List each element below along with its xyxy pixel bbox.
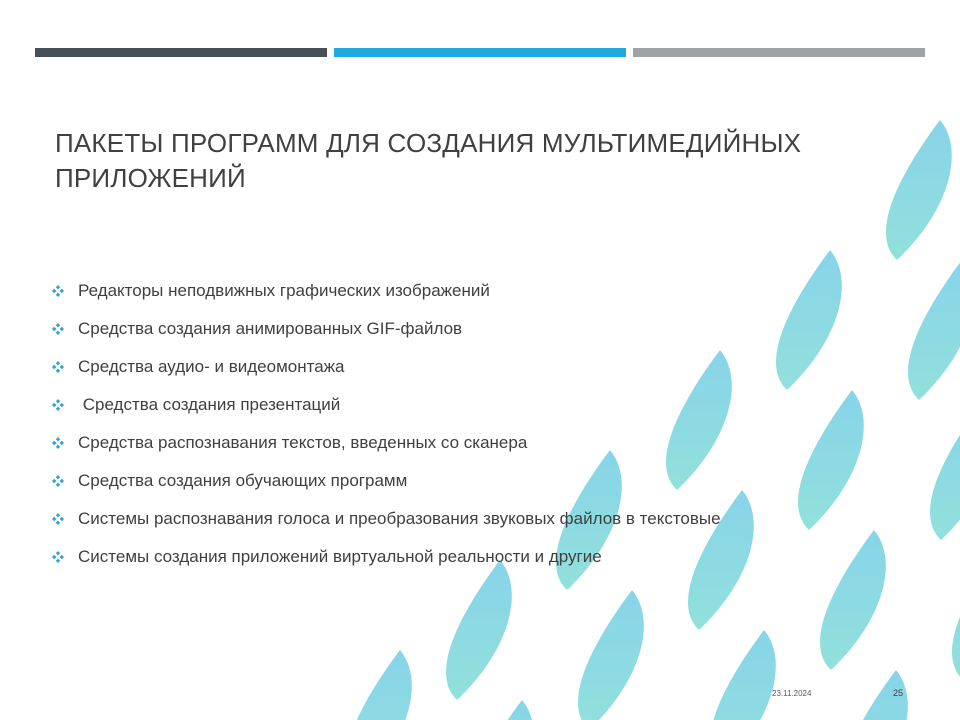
four-diamond-bullet-icon <box>52 475 78 487</box>
four-diamond-bullet-icon <box>52 437 78 449</box>
wave-shape <box>930 400 960 540</box>
four-diamond-bullet-icon <box>52 323 78 335</box>
wave-shape <box>820 530 886 670</box>
bullet-text: Системы создания приложений виртуальной реальности и другие <box>78 547 602 566</box>
wave-shape <box>908 260 960 400</box>
wave-shape <box>798 390 864 530</box>
wave-shape <box>776 250 842 390</box>
bullet-list <box>52 272 721 576</box>
wave-shape <box>886 120 952 260</box>
list-item <box>52 538 721 576</box>
four-diamond-bullet-icon <box>52 513 78 525</box>
bullet-text: Системы распознавания голоса и преобразования звуковых файлов в текстовые <box>78 509 721 528</box>
bullet-text: Средства создания обучающих программ <box>78 471 408 490</box>
wave-shape <box>468 700 534 720</box>
four-diamond-bullet-icon <box>52 551 78 563</box>
bullet-text: Средства создания презентаций <box>78 395 341 414</box>
wave-shape <box>952 540 960 680</box>
list-item <box>52 272 721 310</box>
list-item <box>52 424 721 462</box>
list-item <box>52 310 721 348</box>
four-diamond-bullet-icon <box>52 361 78 373</box>
list-item <box>52 500 721 538</box>
wave-shape <box>446 560 512 700</box>
four-diamond-bullet-icon <box>52 399 78 411</box>
wave-shape <box>346 650 412 720</box>
bullet-text: Средства создания анимированных GIF-файлов <box>78 319 463 338</box>
footer-date: 23.11.2024 <box>772 689 812 698</box>
list-item <box>52 348 721 386</box>
bullet-text: Средства распознавания текстов, введенных со сканера <box>78 433 528 452</box>
list-item <box>52 462 721 500</box>
slide-title: ПАКЕТЫ ПРОГРАММ ДЛЯ СОЗДАНИЯ МУЛЬТИМЕДИЙНЫХ ПРИЛОЖЕНИЙ <box>55 128 802 193</box>
bullet-text: Средства аудио- и видеомонтажа <box>78 357 345 376</box>
wave-shape <box>710 630 776 720</box>
four-diamond-bullet-icon <box>52 285 78 297</box>
wave-shape <box>578 590 644 720</box>
list-item <box>52 386 721 424</box>
page-number: 25 <box>893 688 904 698</box>
bullet-text: Редакторы неподвижных графических изображений <box>78 281 490 300</box>
